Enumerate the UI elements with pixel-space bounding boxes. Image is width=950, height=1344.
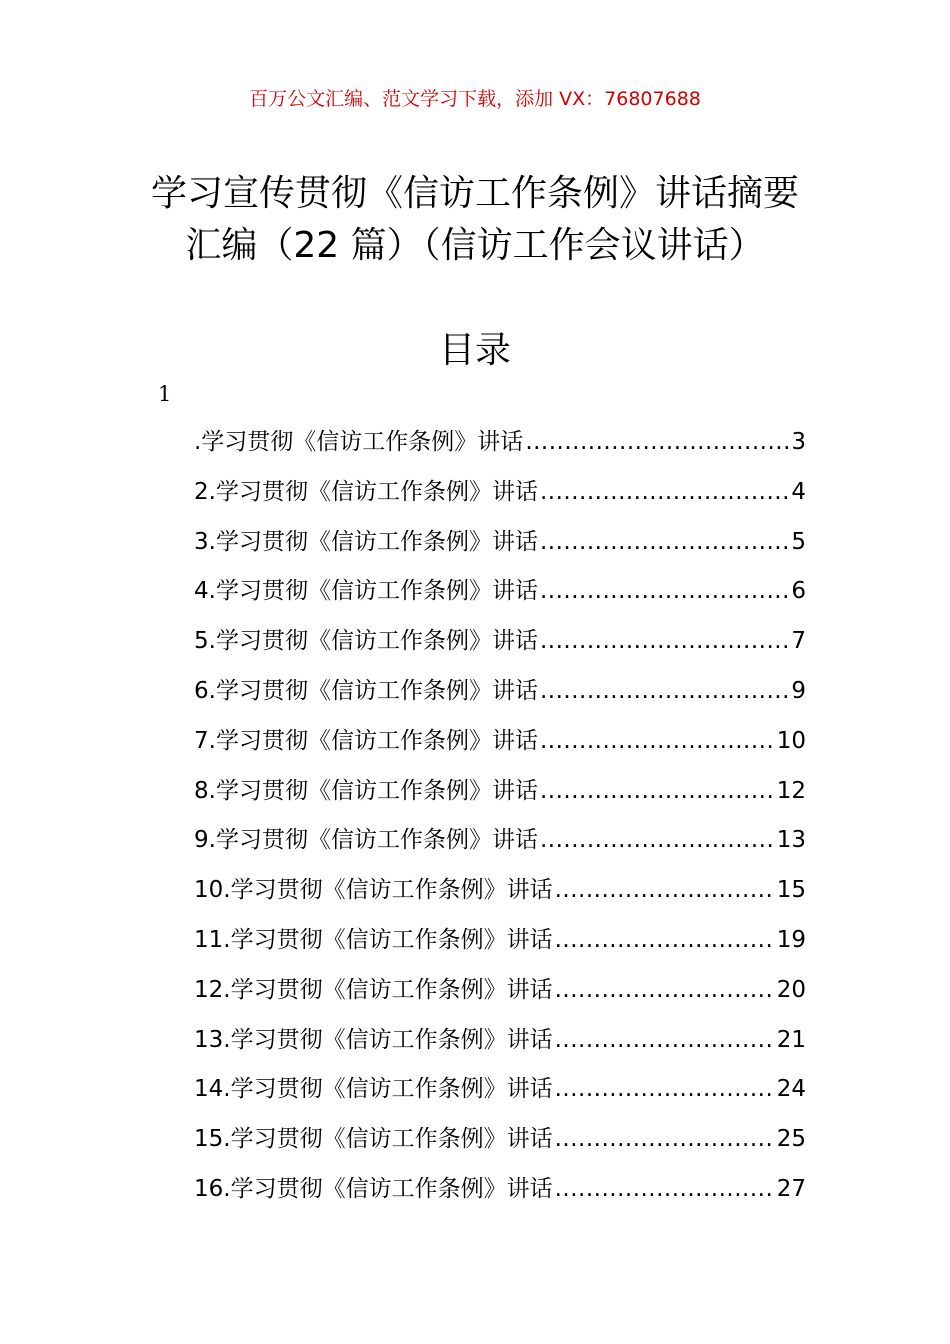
toc-dot-leader	[540, 617, 789, 667]
toc-entry-label: 13.学习贯彻《信访工作条例》讲话	[194, 1026, 553, 1053]
toc-entry-6[interactable]	[194, 667, 806, 717]
toc-entry-page: 9	[791, 677, 806, 704]
toc-entry-13[interactable]	[194, 1016, 806, 1066]
toc-dot-leader	[555, 1165, 775, 1215]
toc-entry-page: 25	[776, 1126, 806, 1153]
toc-entry-label: 3.学习贯彻《信访工作条例》讲话	[194, 528, 538, 555]
toc-dot-leader	[555, 1115, 775, 1165]
toc-dot-leader	[540, 518, 789, 568]
toc-entry-label: 8.学习贯彻《信访工作条例》讲话	[194, 777, 538, 804]
toc-entry-label: 7.学习贯彻《信访工作条例》讲话	[194, 727, 538, 754]
toc-heading: 目录	[438, 330, 511, 371]
toc-entry-page: 13	[776, 827, 806, 854]
toc-entry-4[interactable]	[194, 567, 806, 617]
title-line-2: 汇编（22 篇）（信访工作会议讲话）	[185, 225, 765, 266]
toc-dot-leader	[555, 916, 775, 966]
toc-entry-label: 16.学习贯彻《信访工作条例》讲话	[194, 1175, 553, 1202]
toc-dot-leader	[540, 717, 775, 767]
header-promo-note: 百万公文汇编、范文学习下载，添加 VX：76807688	[249, 88, 701, 110]
toc-dot-leader	[540, 816, 775, 866]
toc-entry-label: 14.学习贯彻《信访工作条例》讲话	[194, 1076, 553, 1103]
toc-entry-page: 6	[791, 578, 806, 605]
toc-entry-1[interactable]	[194, 418, 806, 468]
toc-entry-page: 15	[776, 877, 806, 904]
toc-entry-15[interactable]	[194, 1115, 806, 1165]
toc-entry-2[interactable]	[194, 468, 806, 518]
toc-dot-leader	[555, 1065, 775, 1115]
toc-entry-page: 20	[776, 976, 806, 1003]
toc-entry-label: 5.学习贯彻《信访工作条例》讲话	[194, 628, 538, 655]
toc-entry-label: 9.学习贯彻《信访工作条例》讲话	[194, 827, 538, 854]
toc-dot-leader	[555, 866, 775, 916]
toc-entry-page: 21	[776, 1026, 806, 1053]
toc-entry-label: 10.学习贯彻《信访工作条例》讲话	[194, 877, 553, 904]
toc-entry-10[interactable]	[194, 866, 806, 916]
toc-entry-page: 3	[791, 429, 806, 455]
toc-entry-page: 5	[791, 528, 806, 555]
toc-entry-page: 7	[791, 628, 806, 655]
toc-dot-leader	[525, 418, 789, 468]
toc-entry-12[interactable]	[194, 966, 806, 1016]
toc-entry-7[interactable]	[194, 717, 806, 767]
toc-entry-14[interactable]	[194, 1065, 806, 1115]
toc-entry-page: 10	[776, 727, 806, 754]
toc-dot-leader	[540, 667, 789, 717]
toc-entry-8[interactable]	[194, 767, 806, 817]
toc-entry-page: 19	[776, 926, 806, 953]
toc-entry-page: 27	[776, 1175, 806, 1202]
toc-entry-5[interactable]	[194, 617, 806, 667]
toc-dot-leader	[540, 767, 775, 817]
toc-entry-label: 15.学习贯彻《信访工作条例》讲话	[194, 1126, 553, 1153]
toc-entry-9[interactable]	[194, 816, 806, 866]
toc-entry-3[interactable]	[194, 518, 806, 568]
title-line-1: 学习宣传贯彻《信访工作条例》讲话摘要	[150, 173, 799, 214]
toc-entry-page: 24	[776, 1076, 806, 1103]
toc-entry-page: 4	[791, 478, 806, 505]
toc-dot-leader	[555, 966, 775, 1016]
toc-entry-page: 12	[776, 777, 806, 804]
toc-dot-leader	[540, 567, 789, 617]
toc-entry-label: 4.学习贯彻《信访工作条例》讲话	[194, 578, 538, 605]
page-marker: 1	[158, 382, 172, 406]
toc-entry-11[interactable]	[194, 916, 806, 966]
toc-entry-16[interactable]	[194, 1165, 806, 1215]
toc-dot-leader	[540, 468, 789, 518]
toc-dot-leader	[555, 1016, 775, 1066]
toc-entry-label: 12.学习贯彻《信访工作条例》讲话	[194, 976, 553, 1003]
toc-entry-label: .学习贯彻《信访工作条例》讲话	[194, 429, 524, 455]
toc-entry-label: 11.学习贯彻《信访工作条例》讲话	[194, 926, 553, 953]
table-of-contents	[194, 418, 806, 1215]
document-title	[120, 168, 830, 272]
toc-entry-label: 6.学习贯彻《信访工作条例》讲话	[194, 677, 538, 704]
toc-entry-label: 2.学习贯彻《信访工作条例》讲话	[194, 478, 538, 505]
